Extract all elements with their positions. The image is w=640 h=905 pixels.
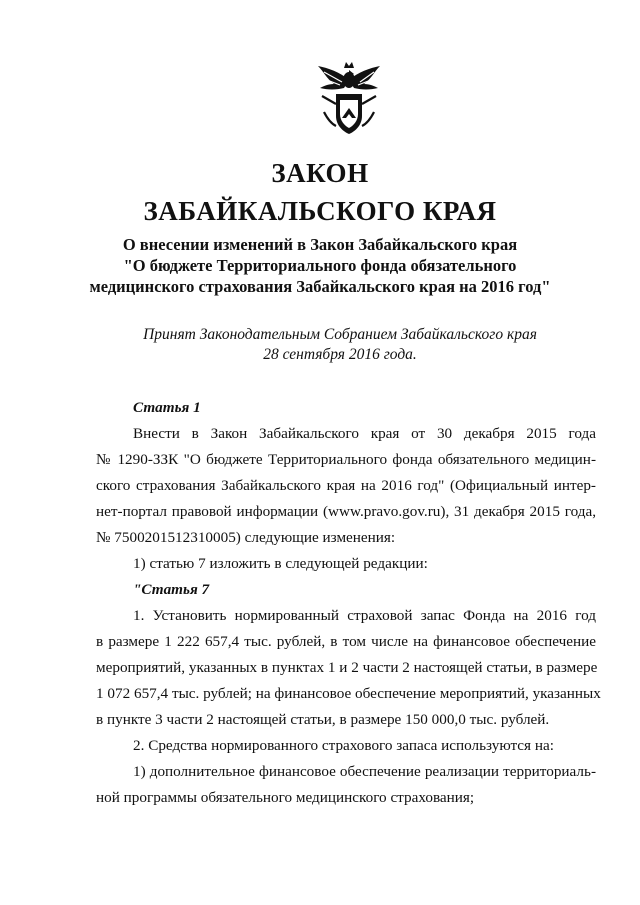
- document-title-line1: ЗАКОН: [271, 158, 369, 188]
- document-body: [96, 395, 601, 811]
- article-1-heading: Статья 1: [133, 399, 201, 416]
- paragraph-line: № 1290-ЗЗК "О бюджете Территориального фонда обязательного медицин-: [96, 451, 596, 468]
- paragraph-line: в пункте 3 части 2 настоящей статьи, в размере 150 000,0 тыс. рублей.: [96, 711, 550, 728]
- subtitle-line: О внесении изменений в Закон Забайкальского края: [122, 235, 518, 254]
- paragraph-line: 1. Установить нормированный страховой запас Фонда на 2016 год: [133, 607, 596, 624]
- subtitle-line: "О бюджете Территориального фонда обязательного: [123, 256, 517, 275]
- paragraph-line: 1) дополнительное финансовое обеспечение реализации территориаль-: [133, 763, 596, 780]
- law-subtitle: [0, 234, 640, 297]
- eagle-emblem-icon: [316, 58, 382, 136]
- paragraph-line: в размере 1 222 657,4 тыс. рублей, в том числе на финансовое обеспечение: [96, 633, 596, 650]
- adoption-note-line: Принят Законодательным Собранием Забайкальского края: [143, 326, 537, 343]
- adoption-note: [0, 325, 640, 365]
- paragraph-line: ной программы обязательного медицинского страхования;: [96, 789, 475, 806]
- document-title-line2: ЗАБАЙКАЛЬСКОГО КРАЯ: [143, 196, 497, 226]
- paragraph-line: 2. Средства нормированного страхового запаса используются на:: [133, 737, 554, 754]
- paragraph-line: нет-портал правовой информации (www.pravo.gov.ru), 31 декабря 2015 года,: [96, 503, 596, 520]
- paragraph-line: Внести в Закон Забайкальского края от 30 декабря 2015 года: [133, 425, 596, 442]
- paragraph-line: мероприятий, указанных в пунктах 1 и 2 части 2 настоящей статьи, в размере: [96, 659, 598, 676]
- subtitle-line: медицинского страхования Забайкальского края на 2016 год": [89, 277, 551, 296]
- paragraph-line: ского страхования Забайкальского края на 2016 год" (Официальный интер-: [96, 477, 596, 494]
- paragraph-line: 1) статью 7 изложить в следующей редакции:: [133, 555, 428, 572]
- adoption-date: 28 сентября 2016 года.: [263, 346, 417, 363]
- paragraph-line: № 7500201512310005) следующие изменения:: [96, 529, 396, 546]
- article-7-heading: "Статья 7: [133, 581, 210, 598]
- paragraph-line: 1 072 657,4 тыс. рублей; на финансовое обеспечение мероприятий, указанных: [96, 685, 601, 702]
